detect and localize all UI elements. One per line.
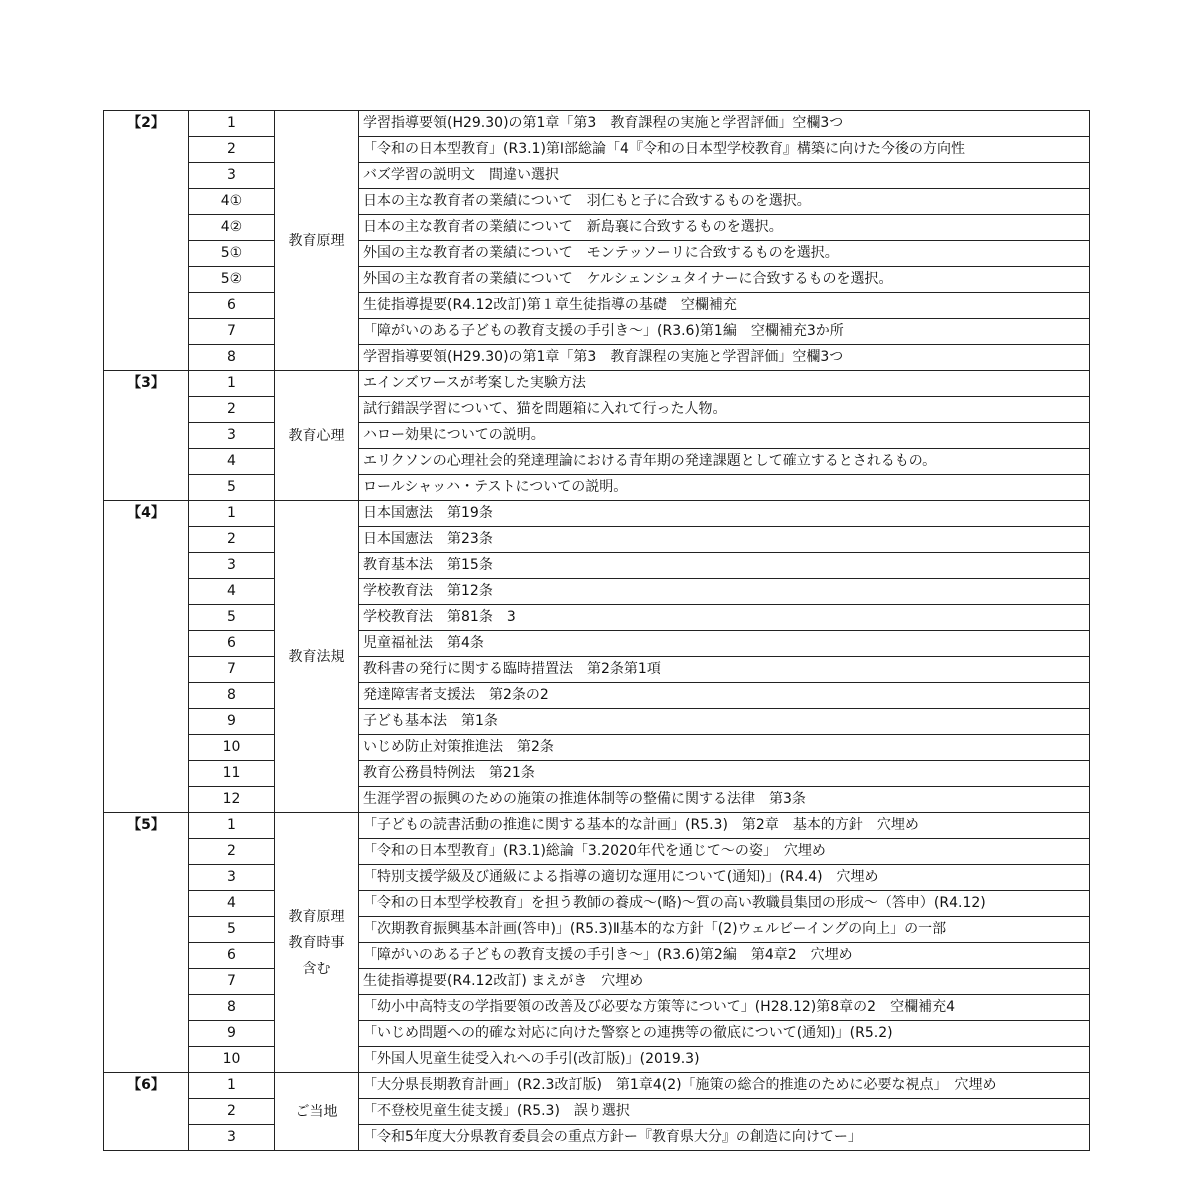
section-label: 【2】 [104,111,189,371]
table-row [104,241,1090,267]
table-row [104,189,1090,215]
question-description: 学校教育法 第81条 3 [359,605,1090,631]
question-description: 「子どもの読書活動の推進に関する基本的な計画」(R5.3) 第2章 基本的方針 穴埋め [359,813,1090,839]
question-number: 10 [189,1047,275,1073]
question-description: 児童福祉法 第4条 [359,631,1090,657]
table-row [104,1047,1090,1073]
table-row [104,813,1090,839]
question-number: 7 [189,657,275,683]
question-number: 3 [189,1125,275,1151]
category-cell [275,813,359,1073]
category-label: 教育時事 [288,934,345,951]
question-number: 4① [189,189,275,215]
category-label: 含む [302,960,331,977]
question-number: 8 [189,683,275,709]
table-row [104,267,1090,293]
question-number: 4 [189,579,275,605]
question-number: 2 [189,1099,275,1125]
question-description: バズ学習の説明文 間違い選択 [359,163,1090,189]
question-number: 4 [189,449,275,475]
table-row [104,891,1090,917]
table-row [104,553,1090,579]
table-row [104,527,1090,553]
question-description: いじめ防止対策推進法 第2条 [359,735,1090,761]
section-label: 【4】 [104,501,189,813]
question-number: 5② [189,267,275,293]
question-description: 日本の主な教育者の業績について 新島襄に合致するものを選択。 [359,215,1090,241]
question-description: 外国の主な教育者の業績について モンテッソーリに合致するものを選択。 [359,241,1090,267]
question-description: 生徒指導提要(R4.12改訂)第１章生徒指導の基礎 空欄補充 [359,293,1090,319]
table-row [104,969,1090,995]
question-description: 「外国人児童生徒受入れへの手引(改訂版)」(2019.3) [359,1047,1090,1073]
table-row [104,137,1090,163]
question-description: 子ども基本法 第1条 [359,709,1090,735]
question-number: 9 [189,709,275,735]
question-number: 1 [189,813,275,839]
question-description: 「障がいのある子どもの教育支援の手引き～」(R3.6)第2編 第4章2 穴埋め [359,943,1090,969]
question-description: 教科書の発行に関する臨時措置法 第2条第1項 [359,657,1090,683]
question-number: 12 [189,787,275,813]
question-description: 「いじめ問題への的確な対応に向けた警察との連携等の徹底について(通知)」(R5.2) [359,1021,1090,1047]
question-description: 「次期教育振興基本計画(答申)」(R5.3)Ⅱ基本的な方針「(2)ウェルビーイングの向上」の一部 [359,917,1090,943]
table-row [104,631,1090,657]
table-row [104,345,1090,371]
category-label: 教育原理 [288,232,345,249]
question-description: 「令和5年度大分県教育委員会の重点方針ー『教育県大分』の創造に向けてー」 [359,1125,1090,1151]
table-row [104,735,1090,761]
question-number: 5 [189,605,275,631]
question-description: 教育基本法 第15条 [359,553,1090,579]
question-number: 3 [189,163,275,189]
table-row [104,293,1090,319]
question-description: 「令和の日本型教育」(R3.1)総論「3.2020年代を通じて～の姿」 穴埋め [359,839,1090,865]
question-description: 「令和の日本型教育」(R3.1)第Ⅰ部総論「4『令和の日本型学校教育』構築に向けた今後の方向性 [359,137,1090,163]
question-description: ハロー効果についての説明。 [359,423,1090,449]
question-number: 5 [189,917,275,943]
table-row [104,579,1090,605]
table-row [104,111,1090,137]
table-row [104,865,1090,891]
question-description: 試行錯誤学習について、猫を問題箱に入れて行った人物。 [359,397,1090,423]
question-description: 生徒指導提要(R4.12改訂) まえがき 穴埋め [359,969,1090,995]
question-number: 2 [189,839,275,865]
table-body [104,111,1090,1151]
question-number: 3 [189,865,275,891]
question-description: 「大分県長期教育計画」(R2.3改訂版) 第1章4(2)「施策の総合的推進のために必要な視点」 穴埋め [359,1073,1090,1099]
question-description: 「令和の日本型学校教育」を担う教師の養成～(略)～質の高い教職員集団の形成～（答申）(R4.12) [359,891,1090,917]
question-number: 9 [189,1021,275,1047]
question-number: 10 [189,735,275,761]
table-row [104,1073,1090,1099]
question-number: 1 [189,371,275,397]
question-description: 「障がいのある子どもの教育支援の手引き～」(R3.6)第1編 空欄補充3か所 [359,319,1090,345]
table-row [104,605,1090,631]
question-number: 4 [189,891,275,917]
table-row [104,995,1090,1021]
table-row [104,709,1090,735]
question-description: 日本国憲法 第23条 [359,527,1090,553]
question-description: エインズワースが考案した実験方法 [359,371,1090,397]
question-description: 「特別支援学級及び通級による指導の適切な運用について(通知)」(R4.4) 穴埋め [359,865,1090,891]
question-number: 7 [189,319,275,345]
table-row [104,683,1090,709]
table-row [104,761,1090,787]
section-label: 【5】 [104,813,189,1073]
question-description: 「不登校児童生徒支援」(R5.3) 誤り選択 [359,1099,1090,1125]
question-description: 学校教育法 第12条 [359,579,1090,605]
table-row [104,475,1090,501]
question-number: 5 [189,475,275,501]
question-number: 5① [189,241,275,267]
category-label: ご当地 [295,1103,338,1120]
question-number: 1 [189,111,275,137]
category-cell [275,501,359,813]
table-row [104,397,1090,423]
category-label: 教育原理 [288,908,345,925]
section-label: 【3】 [104,371,189,501]
table-row [104,1021,1090,1047]
question-number: 7 [189,969,275,995]
question-number: 8 [189,995,275,1021]
question-number: 2 [189,527,275,553]
question-description: 教育公務員特例法 第21条 [359,761,1090,787]
table-row [104,787,1090,813]
question-number: 8 [189,345,275,371]
table-row [104,501,1090,527]
table-row [104,371,1090,397]
table-row [104,1125,1090,1151]
question-description: 発達障害者支援法 第2条の2 [359,683,1090,709]
question-description: 日本の主な教育者の業績について 羽仁もと子に合致するものを選択。 [359,189,1090,215]
question-description: 学習指導要領(H29.30)の第1章「第3 教育課程の実施と学習評価」空欄3つ [359,345,1090,371]
table-row [104,943,1090,969]
table-row [104,163,1090,189]
category-cell [275,111,359,371]
question-number: 3 [189,553,275,579]
question-number: 2 [189,397,275,423]
table-row [104,657,1090,683]
question-number: 6 [189,293,275,319]
category-cell [275,1073,359,1151]
question-description: ロールシャッハ・テストについての説明。 [359,475,1090,501]
table-row [104,319,1090,345]
question-description: エリクソンの心理社会的発達理論における青年期の発達課題として確立するとされるもの。 [359,449,1090,475]
question-number: 1 [189,1073,275,1099]
exam-topics-table [103,110,1090,1151]
question-number: 4② [189,215,275,241]
table-row [104,839,1090,865]
table-row [104,1099,1090,1125]
question-number: 2 [189,137,275,163]
question-description: 生涯学習の振興のための施策の推進体制等の整備に関する法律 第3条 [359,787,1090,813]
question-number: 11 [189,761,275,787]
table-row [104,449,1090,475]
category-cell [275,371,359,501]
question-number: 1 [189,501,275,527]
section-label: 【6】 [104,1073,189,1151]
question-description: 「幼小中高特支の学指要領の改善及び必要な方策等について」(H28.12)第8章の2 空欄補充4 [359,995,1090,1021]
question-number: 6 [189,943,275,969]
question-description: 日本国憲法 第19条 [359,501,1090,527]
category-label: 教育法規 [288,648,345,665]
question-description: 外国の主な教育者の業績について ケルシェンシュタイナーに合致するものを選択。 [359,267,1090,293]
table-row [104,423,1090,449]
question-number: 3 [189,423,275,449]
table-row [104,917,1090,943]
table-row [104,215,1090,241]
category-label: 教育心理 [288,427,345,444]
question-number: 6 [189,631,275,657]
question-description: 学習指導要領(H29.30)の第1章「第3 教育課程の実施と学習評価」空欄3つ [359,111,1090,137]
